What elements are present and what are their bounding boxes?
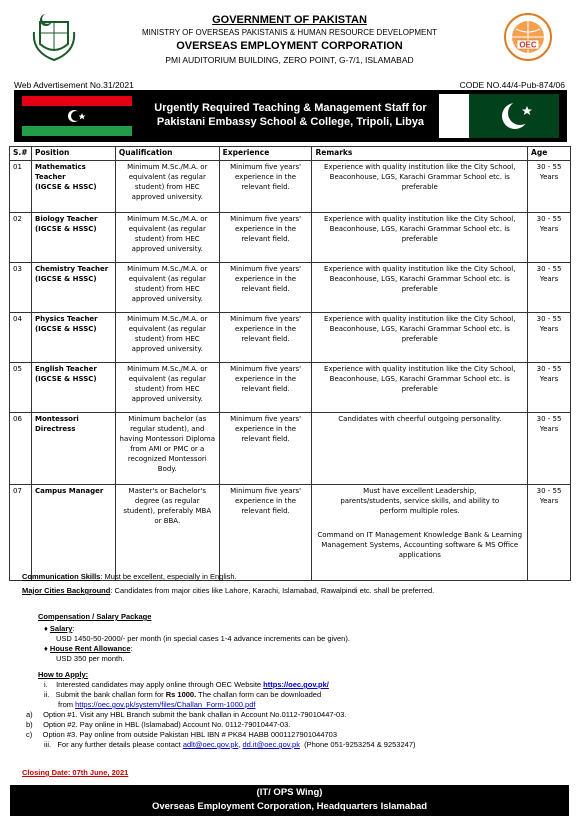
table-row	[10, 413, 571, 485]
position-subtitle: (IGCSE & HSSC)	[34, 183, 97, 191]
position-title: Biology Teacher	[34, 215, 98, 223]
experience-cell: Minimum five years' experience in the relevant field.	[219, 161, 312, 213]
challan-amount: Rs 1000.	[165, 690, 197, 699]
apply-step-ii-more: The challan form can be downloaded	[198, 690, 322, 699]
remarks-cell: Experience with quality institution like the City School, Beaconhouse, LGS, Karachi Grammar School etc. is preferable	[312, 213, 528, 263]
row-number: 01	[10, 161, 32, 213]
title-banner	[14, 90, 567, 142]
position-title: English Teacher	[34, 365, 97, 373]
position-title: Montessori Directress	[34, 415, 79, 433]
hra-label: House Rent Allowance	[49, 644, 131, 653]
experience-cell: Minimum five years' experience in the relevant field.	[219, 313, 312, 363]
position-title: Chemistry Teacher	[34, 265, 109, 273]
age-cell: 30 - 55 Years	[528, 263, 571, 313]
row-number: 07	[10, 485, 32, 581]
position-subtitle: (IGCSE & HSSC)	[34, 225, 97, 233]
row-number: 02	[10, 213, 32, 263]
age-cell: 30 - 55 Years	[528, 213, 571, 263]
qualification-cell: Minimum bachelor (as regular student), and having Montessori Diploma from AMI or PMC or a recognized Montessori Body.	[115, 413, 219, 485]
challan-form-link[interactable]: https://oec.gov.pk/system/files/Challan_Form-1000.pdf	[75, 700, 256, 709]
qualification-cell: Minimum M.Sc./M.A. or equivalent (as regular student) from HEC approved university.	[115, 363, 219, 413]
how-to-apply-label: How to Apply:	[38, 670, 89, 679]
cities-text: : Candidates from major cities like Lahore, Karachi, Islamabad, Rawalpindi etc. shall be preferred.	[110, 586, 435, 595]
organization-title: OVERSEAS EMPLOYMENT CORPORATION	[176, 40, 403, 52]
header-experience: Experience	[219, 147, 312, 161]
position-cell	[31, 363, 115, 413]
position-cell	[31, 263, 115, 313]
option-2: b) Option #2. Pay online in HBL (Islamabad) Account No. 0112-79010447-03.	[26, 720, 291, 729]
qualification-cell: Minimum M.Sc./M.A. or equivalent (as regular student) from HEC approved university.	[115, 313, 219, 363]
remarks-cell: Experience with quality institution like the City School, Beaconhouse, LGS, Karachi Grammar School etc. is preferable	[312, 363, 528, 413]
email-ddit-link[interactable]: dd.it@oec.gov.pk	[242, 740, 300, 749]
remarks-leadership: Must have excellent Leadership, parents/students, service skills, and ability to perform multiple roles.	[340, 487, 500, 515]
table-row	[10, 313, 571, 363]
bullet-icon: ♦	[44, 624, 50, 633]
remarks-cell: Experience with quality institution like the City School, Beaconhouse, LGS, Karachi Grammar School etc. is preferable	[312, 161, 528, 213]
challan-from-text: from	[58, 700, 73, 709]
qualification-cell: Master's or Bachelor's degree (as regular student), preferably MBA or BBA.	[115, 485, 219, 581]
banner-line-1: Urgently Required Teaching & Management Staff for	[154, 102, 427, 114]
libya-flag	[22, 96, 132, 136]
row-number: 04	[10, 313, 32, 363]
experience-cell: Minimum five years' experience in the relevant field.	[219, 263, 312, 313]
jobs-table	[9, 146, 571, 581]
remarks-cell	[312, 485, 528, 581]
footer-banner	[10, 785, 569, 816]
table-row	[10, 363, 571, 413]
table-row	[10, 263, 571, 313]
government-title: GOVERNMENT OF PAKISTAN	[212, 14, 367, 26]
contact-phone: (Phone 051-9253254 & 9253247)	[304, 740, 416, 749]
option-3-text: Option #3. Pay online from outside Pakistan HBL IBN # PK84 HABB 0001127901044703	[42, 730, 338, 739]
position-cell	[31, 485, 115, 581]
cities-label: Major Cities Background	[22, 586, 111, 595]
challan-download	[44, 700, 564, 710]
salary-text: USD 1450-50-2000/- per month (in special cases 1-4 advance increments can be given).	[56, 634, 350, 643]
position-title: Campus Manager	[34, 487, 104, 495]
position-cell	[31, 413, 115, 485]
position-title: Physics Teacher	[34, 315, 98, 323]
apply-step-i: i. Interested candidates may apply online through OEC Website https://oec.gov.pk/	[44, 680, 329, 689]
oec-logo-text: OEC	[519, 40, 537, 50]
apply-step-i-text: Interested candidates may apply online through OEC Website	[56, 680, 262, 689]
position-subtitle: (IGCSE & HSSC)	[34, 375, 97, 383]
position-subtitle: (IGCSE & HSSC)	[34, 325, 97, 333]
compensation-label: Compensation / Salary Package	[38, 612, 152, 621]
header-sno: S.#	[10, 147, 32, 161]
qualification-cell: Minimum M.Sc./M.A. or equivalent (as regular student) from HEC approved university.	[115, 263, 219, 313]
header-age: Age	[528, 147, 571, 161]
age-cell: 30 - 55 Years	[528, 485, 571, 581]
option-1-text: Option #1. Visit any HBL Branch submit the bank challan in Account No.0112-79010447-03.	[43, 710, 347, 719]
row-number: 06	[10, 413, 32, 485]
row-number: 03	[10, 263, 32, 313]
pakistan-flag	[439, 94, 559, 138]
communication-label: Communication Skills	[22, 572, 101, 581]
salary-label: Salary	[49, 624, 73, 633]
remarks-it: Command on IT Management Knowledge Bank & Learning Management Systems, Accounting software & MS Office applications	[317, 531, 523, 559]
qualification-cell: Minimum M.Sc./M.A. or equivalent (as regular student) from HEC approved university.	[115, 213, 219, 263]
hra-heading: ♦ House Rent Allowance:	[44, 644, 133, 653]
salary-section	[44, 624, 564, 664]
table-row	[10, 213, 571, 263]
email-adlt-link[interactable]: adlt@oec.gov.pk	[182, 740, 239, 749]
option-3: c) Option #3. Pay online from outside Pakistan HBL IBN # PK84 HABB 0001127901044703	[26, 730, 338, 739]
footer-org: Overseas Employment Corporation, Headquarters Islamabad	[151, 801, 428, 812]
table-header-row	[10, 147, 571, 161]
hra-text: USD 350 per month.	[56, 654, 125, 663]
header-qualification: Qualification	[115, 147, 219, 161]
remarks-cell: Candidates with cheerful outgoing personality.	[312, 413, 528, 485]
oec-website-link[interactable]: https://oec.gov.pk/	[263, 680, 329, 689]
position-cell	[31, 313, 115, 363]
position-title: Mathematics Teacher	[34, 163, 86, 181]
apply-step-ii: ii. Submit the bank challan form for Rs 1000. The challan form can be downloaded	[44, 690, 322, 699]
footer-wing: (IT/ OPS Wing)	[256, 787, 323, 798]
experience-cell: Minimum five years' experience in the relevant field.	[219, 213, 312, 263]
position-cell	[31, 161, 115, 213]
banner-title	[142, 101, 439, 129]
apply-steps	[26, 680, 564, 750]
contact-text: For any further details please contact	[57, 740, 181, 749]
closing-date: Closing Date: 07th June, 2021	[22, 768, 129, 777]
apply-step-ii-text: Submit the bank challan form for	[55, 690, 164, 699]
major-cities	[22, 586, 522, 596]
experience-cell: Minimum five years' experience in the relevant field.	[219, 413, 312, 485]
table-row	[10, 161, 571, 213]
position-cell	[31, 213, 115, 263]
table-row	[10, 485, 571, 581]
ministry-title: MINISTRY OF OVERSEAS PAKISTANIS & HUMAN RESOURCE DEVELOPMENT	[141, 28, 438, 37]
banner-line-2: Pakistani Embassy School & College, Tripoli, Libya	[156, 116, 425, 128]
communication-text: : Must be excellent, especially in English.	[100, 572, 237, 581]
age-cell: 30 - 55 Years	[528, 161, 571, 213]
salary-heading: ♦ Salary:	[44, 624, 75, 633]
header-remarks: Remarks	[312, 147, 528, 161]
advertisement-number: Web Advertisement No.31/2021	[14, 80, 134, 90]
row-number: 05	[10, 363, 32, 413]
code-number: CODE NO.44/4-Pub-874/06	[459, 80, 565, 90]
bullet-icon: ♦	[44, 644, 50, 653]
position-subtitle: (IGCSE & HSSC)	[34, 275, 97, 283]
remarks-cell: Experience with quality institution like the City School, Beaconhouse, LGS, Karachi Grammar School etc. is preferable	[312, 313, 528, 363]
option-1: a) Option #1. Visit any HBL Branch submit the bank challan in Account No.0112-79010447-03.	[26, 710, 347, 719]
apply-step-iii: iii. For any further details please contact adlt@oec.gov.pk, dd.it@oec.gov.pk (Phone 051-9253254 & 9253247)	[44, 740, 416, 749]
option-2-text: Option #2. Pay online in HBL (Islamabad) Account No. 0112-79010447-03.	[43, 720, 291, 729]
age-cell: 30 - 55 Years	[528, 313, 571, 363]
communication-skills	[22, 572, 562, 582]
experience-cell: Minimum five years' experience in the relevant field.	[219, 363, 312, 413]
qualification-cell: Minimum M.Sc./M.A. or equivalent (as regular student) from HEC approved university.	[115, 161, 219, 213]
organization-address: PMI AUDITORIUM BUILDING, ZERO POINT, G-7/1, ISLAMABAD	[165, 55, 414, 65]
remarks-cell: Experience with quality institution like the City School, Beaconhouse, LGS, Karachi Grammar School etc. is preferable	[312, 263, 528, 313]
age-cell: 30 - 55 Years	[528, 413, 571, 485]
experience-cell: Minimum five years' experience in the relevant field.	[219, 485, 312, 581]
header-position: Position	[31, 147, 115, 161]
age-cell: 30 - 55 Years	[528, 363, 571, 413]
